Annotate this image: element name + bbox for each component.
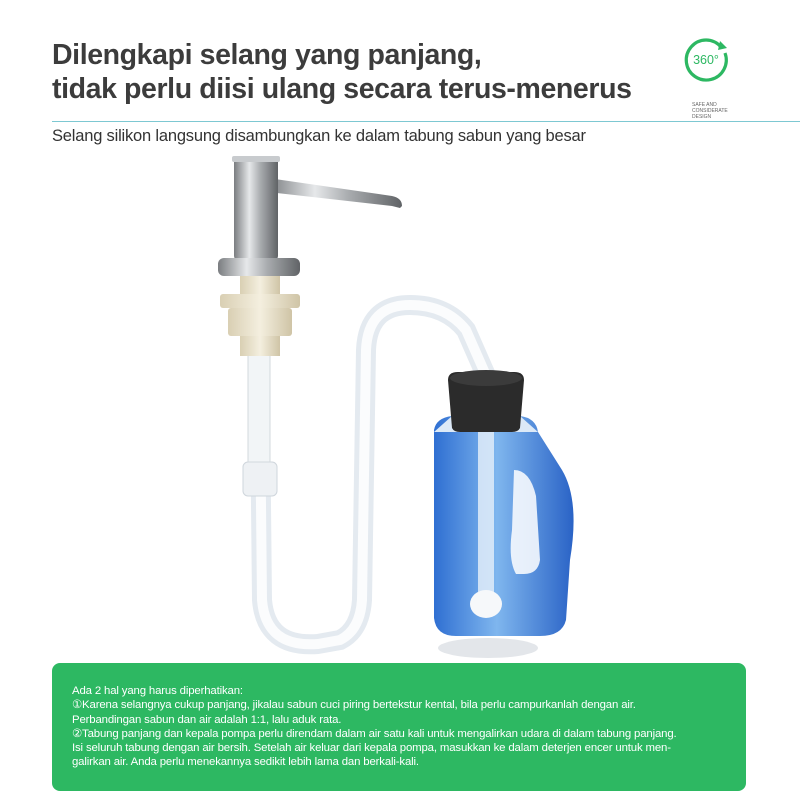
pump-spout [268,178,402,208]
pump-flange [218,258,300,276]
note-line: ①Karena selangnya cukup panjang, jikalau sabun cuci piring bertekstur kental, bila perlu campurkanlah dengan air. [72,699,636,712]
soap-dispenser-product-image [0,150,800,670]
page-title [52,38,632,106]
pump-head [234,158,278,260]
badge-label: 360° [693,53,719,67]
usage-notes-box [52,663,746,791]
note-line: Ada 2 hal yang harus diperhatikan: [72,685,243,697]
subtitle: Selang silikon langsung disambungkan ke dalam tabung sabun yang besar [52,127,586,145]
soap-bottle [434,416,574,636]
title-line-2: tidak perlu diisi ulang secara terus-menerus [52,73,632,105]
tube-connector [243,462,277,496]
badge-caption-line-2: CONSIDERATE DESIGN [692,108,728,120]
note-line: Perbandingan sabun dan air adalah 1:1, lalu aduk rata. [72,713,342,726]
header-divider [52,121,800,122]
badge-caption-line-1: SAFE AND [692,102,717,108]
badge-caption [692,102,742,120]
rotate-360-icon [676,30,736,90]
note-line: ②Tabung panjang dan kepala pompa perlu direndam dalam air satu kali untuk mengalirkan udara di dalam tabung panjang. [72,727,677,740]
note-line: galirkan air. Anda perlu menekannya sedikit lebih lama dan berkali-kali. [72,756,419,769]
title-line-1: Dilengkapi selang yang panjang, [52,39,482,71]
note-line: Isi seluruh tabung dengan air bersih. Setelah air keluar dari kepala pompa, masukkan ke dalam deterjen encer untuk men- [72,742,671,755]
mounting-thread [240,276,280,294]
